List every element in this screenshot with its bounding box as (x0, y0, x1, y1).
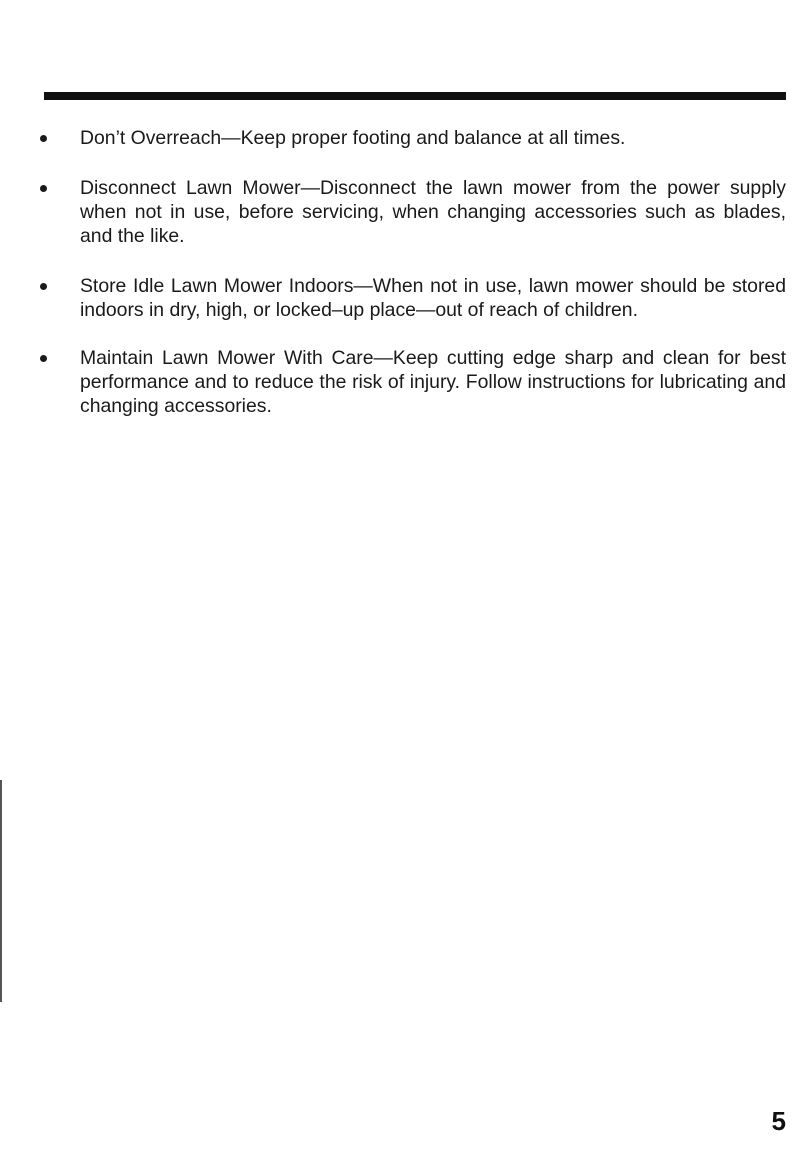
bullet-icon (40, 283, 47, 290)
bullet-icon (40, 355, 47, 362)
list-item-text: Maintain Lawn Mower With Care—Keep cutting edge sharp and clean for best performance and to reduce the risk of injury. Follow instructions for lubricating and changing accessories. (80, 347, 786, 417)
list-item (38, 126, 786, 150)
list-item-text: Store Idle Lawn Mower Indoors—When not in use, lawn mower should be stored indoors in dry, high, or locked–up place—out of reach of children. (80, 275, 786, 321)
scan-edge-mark (0, 780, 2, 1002)
list-item (38, 176, 786, 248)
page-number: 5 (771, 1106, 786, 1136)
list-item-text: Don’t Overreach—Keep proper footing and balance at all times. (80, 127, 626, 149)
top-rule (44, 92, 786, 100)
list-item-text: Disconnect Lawn Mower—Disconnect the lawn mower from the power supply when not in use, before servicing, when changing accessories such as blades, and the like. (80, 177, 786, 247)
bullet-icon (40, 185, 47, 192)
list-item (38, 346, 786, 418)
list-item (38, 274, 786, 322)
safety-bullet-list (38, 126, 786, 442)
bullet-icon (40, 135, 47, 142)
